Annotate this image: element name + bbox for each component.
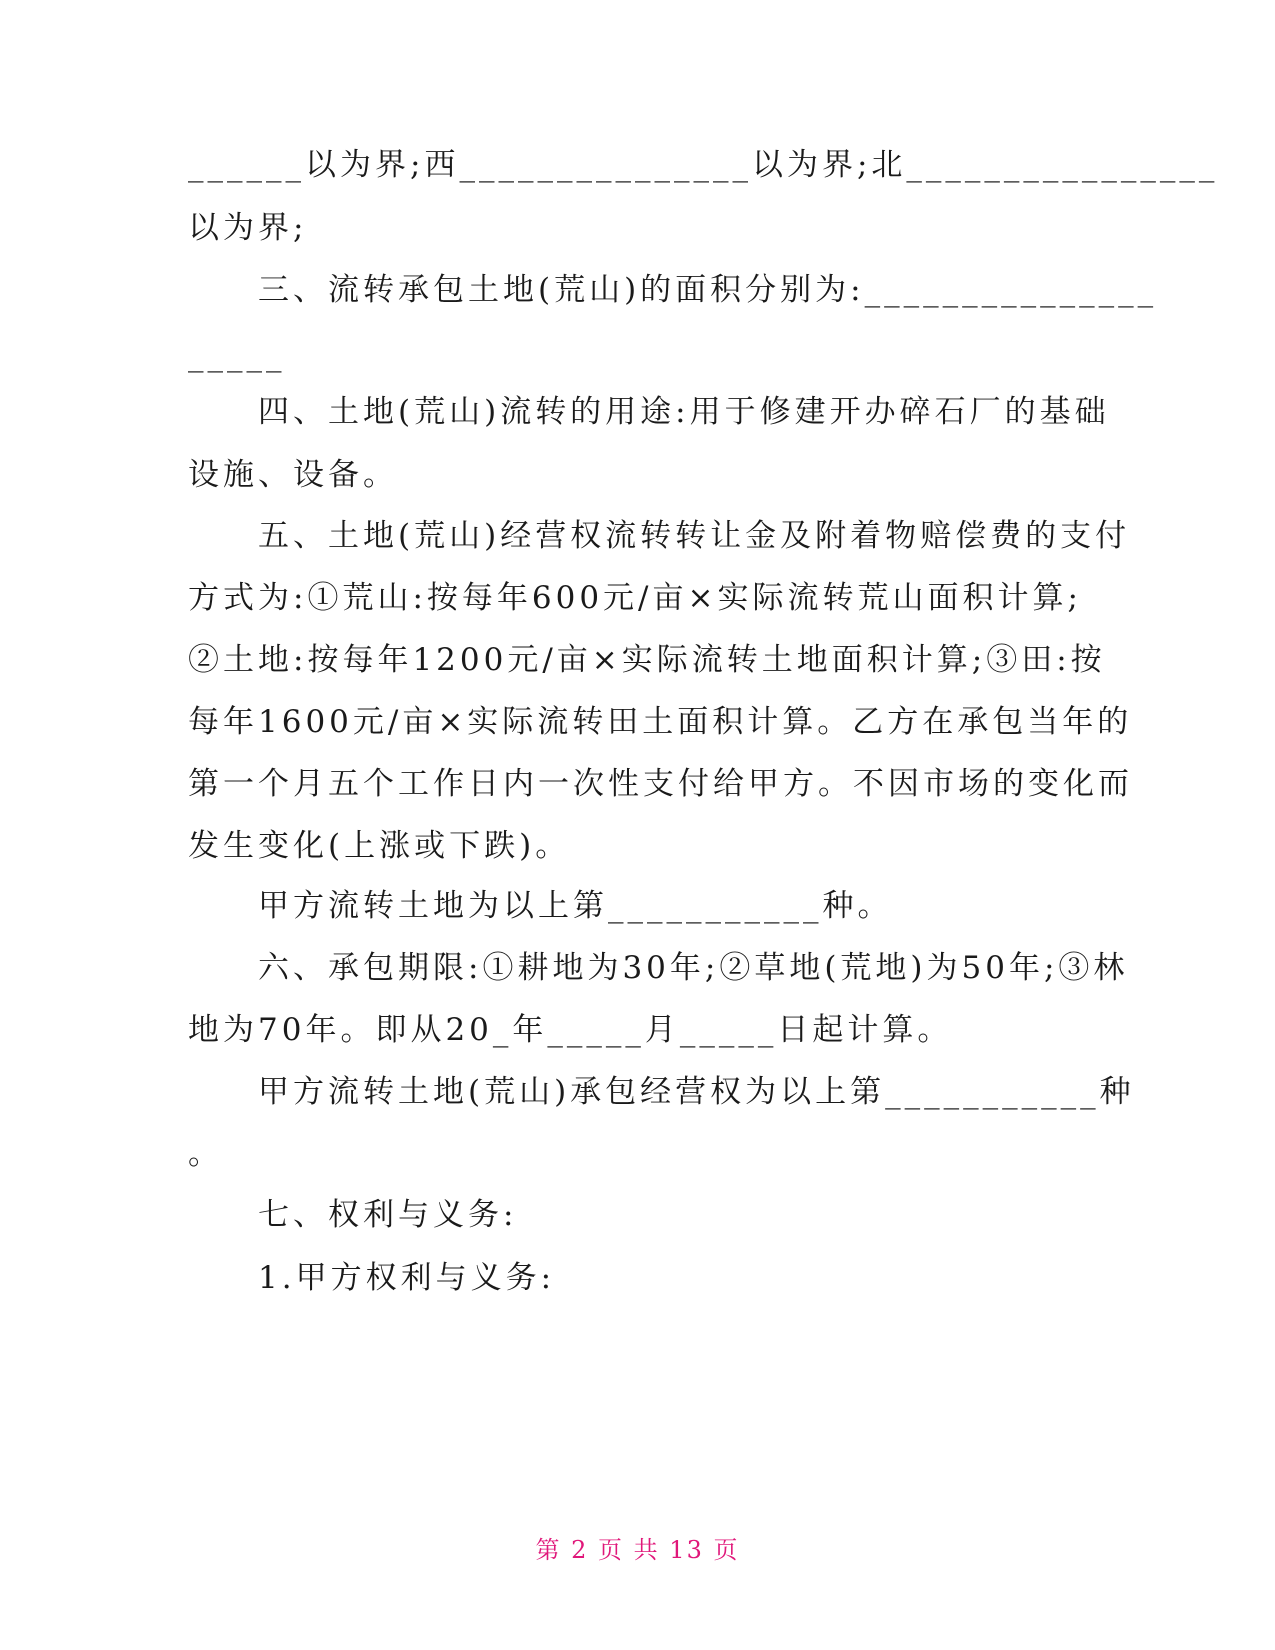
text-line: 四、土地(荒山)流转的用途:用于修建开办碎石厂的基础: [188, 394, 1110, 430]
text-line: 地为70年。即从20_年_____月_____日起计算。: [188, 1012, 953, 1048]
text-line: 1.甲方权利与义务:: [188, 1260, 556, 1296]
text-line: 六、承包期限:①耕地为30年;②草地(荒地)为50年;③林: [188, 950, 1129, 986]
text-line: 三、流转承包土地(荒山)的面积分别为:_______________: [188, 272, 1158, 308]
text-line: ②土地:按每年1200元/亩×实际流转土地面积计算;③田:按: [188, 642, 1106, 678]
text-line: _____: [188, 337, 286, 373]
text-line: 以为界;: [188, 210, 308, 246]
text-line: 发生变化(上涨或下跌)。: [188, 828, 571, 864]
text-line: 。: [188, 1136, 223, 1172]
text-line: 设施、设备。: [188, 457, 398, 493]
text-line: 甲方流转土地(荒山)承包经营权为以上第___________种: [188, 1074, 1135, 1110]
text-line: 七、权利与义务:: [188, 1197, 518, 1233]
text-line: 第一个月五个工作日内一次性支付给甲方。不因市场的变化而: [188, 766, 1133, 802]
text-line: 五、土地(荒山)经营权流转转让金及附着物赔偿费的支付: [188, 518, 1131, 554]
text-line: 每年1600元/亩×实际流转田土面积计算。乙方在承包当年的: [188, 704, 1133, 740]
page-number-footer: 第 2 页 共 13 页: [535, 1536, 740, 1564]
text-line: ______以为界;西_______________以为界;北________________: [188, 147, 1219, 183]
text-line: 方式为:①荒山:按每年600元/亩×实际流转荒山面积计算;: [188, 580, 1082, 616]
text-line: 甲方流转土地为以上第___________种。: [188, 888, 893, 924]
